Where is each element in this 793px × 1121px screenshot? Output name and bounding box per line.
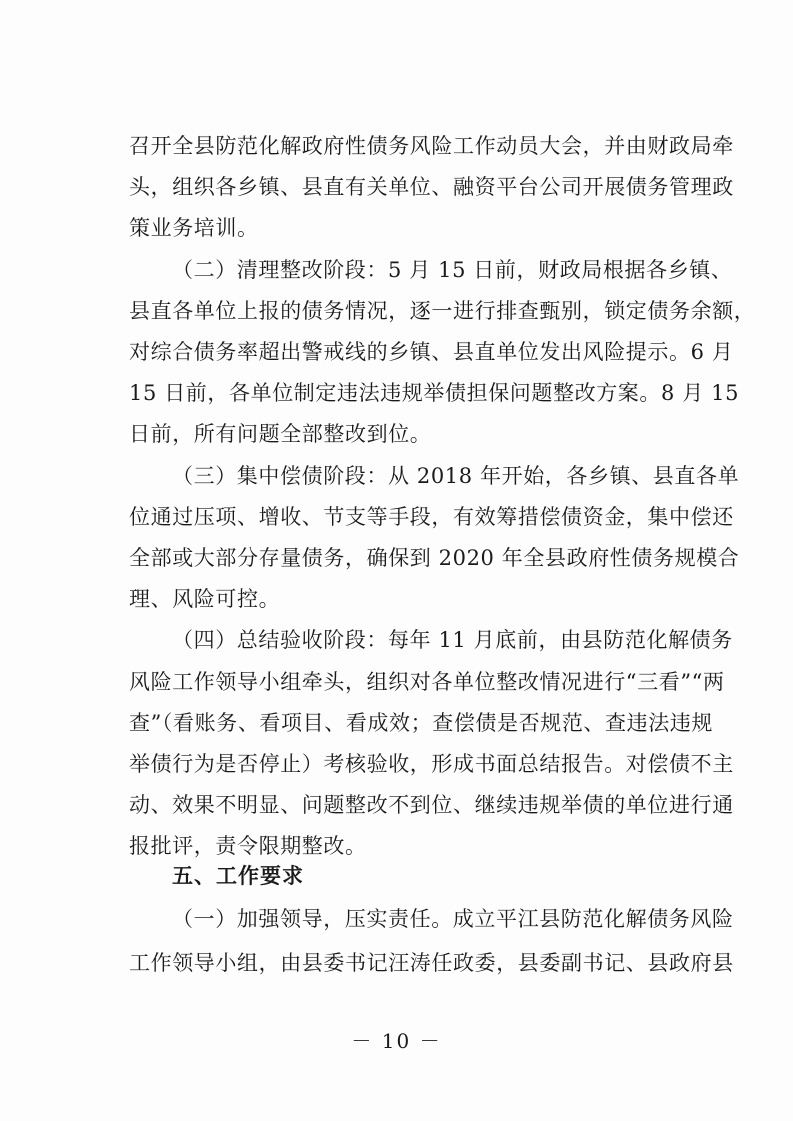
paragraph-start-line: （四）总结验收阶段：每年 11 月底前，由县防范化解债务: [172, 628, 733, 652]
body-text-line: 15 日前，各单位制定违法违规举债担保问题整改方案。8 月 15: [129, 381, 740, 405]
body-text-line: 工作领导小组，由县委书记汪涛任政委，县委副书记、县政府县: [129, 951, 734, 975]
section-heading: 五、工作要求: [172, 864, 304, 888]
body-text-line: 报批评，责令限期整改。: [129, 834, 367, 858]
paragraph-start-line: （一）加强领导，压实责任。成立平江县防范化解债务风险: [172, 907, 734, 931]
body-text-line: 位通过压项、增收、节支等手段，有效筹措偿债资金，集中偿还: [129, 505, 734, 529]
body-text-line: 全部或大部分存量债务，确保到 2020 年全县政府性债务规模合: [129, 546, 740, 570]
body-text-line: 头，组织各乡镇、县直有关单位、融资平台公司开展债务管理政: [129, 175, 734, 199]
body-text-line: 动、效果不明显、问题整改不到位、继续违规举债的单位进行通: [129, 793, 734, 817]
body-text-line: 召开全县防范化解政府性债务风险工作动员大会，并由财政局牵: [129, 134, 734, 158]
body-text-line: 日前，所有问题全部整改到位。: [129, 422, 432, 446]
body-text-line: 县直各单位上报的债务情况，逐一进行排查甄别，锁定债务余额，: [129, 299, 756, 323]
body-text-line: 举债行为是否停止）考核验收，形成书面总结报告。对偿债不主: [129, 752, 734, 776]
body-text-line: 查”（看账务、看项目、看成效；查偿债是否规范、查违法违规: [129, 711, 714, 735]
body-text-line: 风险工作领导小组牵头，组织对各单位整改情况进行“三看”“两: [129, 670, 725, 694]
paragraph-start-line: （三）集中偿债阶段：从 2018 年开始，各乡镇、县直各单: [172, 464, 740, 488]
page-number: － 10 －: [351, 1029, 442, 1053]
body-text-line: 对综合债务率超出警戒线的乡镇、县直单位发出风险提示。6 月: [129, 340, 734, 364]
paragraph-start-line: （二）清理整改阶段：5 月 15 日前，财政局根据各乡镇、: [172, 258, 733, 282]
body-text-line: 理、风险可控。: [129, 587, 281, 611]
body-text-line: 策业务培训。: [129, 216, 259, 240]
